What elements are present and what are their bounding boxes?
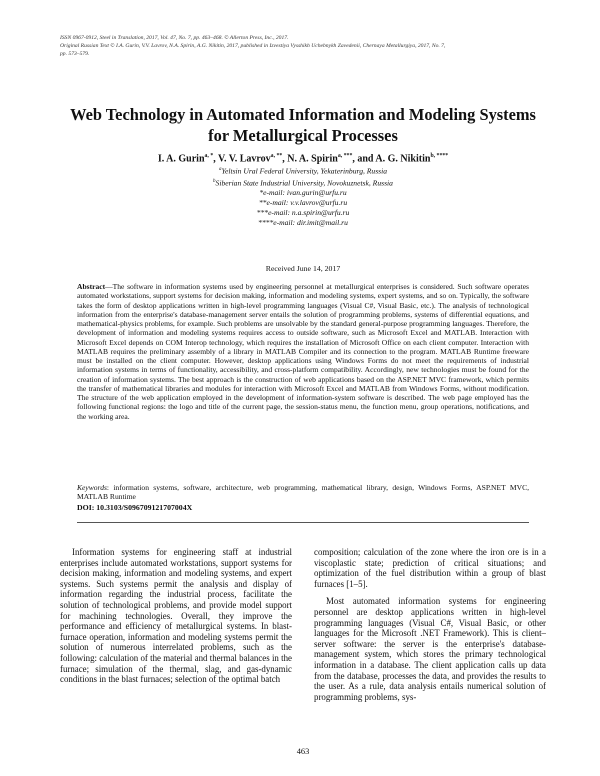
author-marks: a, ** [270,153,283,159]
author-name: A. G. Nikitin [375,153,431,165]
header-line-3: pp. 573–579. [60,51,90,57]
author-separator: , and [352,153,376,165]
email-line: ****e-mail: dir.imit@mail.ru [258,218,348,228]
affiliation-mark: b [213,178,216,184]
body-paragraph: composition; calculation of the zone where the iron ore is in a viscoplastic state; prediction of critical situations; and optimization of the fuel distribution within a group of blast furnaces [1–5]. [314,547,546,589]
abstract-label: Abstract [77,282,106,291]
author-list [60,150,546,165]
author-name: N. A. Spirin [287,153,338,165]
received-date: Received June 14, 2017 [265,264,341,273]
keywords-text: : information systems, software, architecture, web programming, mathematical library, design, Windows Forms, ASP.NET MVC, MATLAB Runtime [77,483,529,502]
title-line-1: Web Technology in Automated Information and Modeling Systems [70,105,536,124]
keywords [77,483,529,502]
affiliation-a [60,165,546,177]
paper-title [60,104,546,146]
affiliation-b [60,177,546,189]
keywords-label: Keywords [77,483,107,492]
title-line-2: for Metallurgical Processes [208,126,398,145]
body-paragraph: Information systems for engineering staff at industrial enterprises include automated workstations, support systems for decision making, information and modeling systems, and expert systems. Such systems permit the analysis and display of information regarding the industrial process, facilitate the solution of technological problems, and provide model support for machining technologies. Overall, they improve the performance and efficiency of metallurgical systems. In blast-furnace operation, information and modeling systems permit the solution of numerous interrelated problems, such as the following: calculation of the material and thermal balances in the furnace; simulation of the thermal, slag, and gas-dynamic conditions in the blast furnaces; selection of the optimal batch [60,547,292,685]
header-line-1: ISSN 0967-0912, Steel in Translation, 2017, Vol. 47, No. 7, pp. 463–468. © Allerton Press, Inc., 2017. [60,35,289,41]
email-line: *e-mail: ivan.gurin@urfu.ru [259,188,347,198]
author-name: V. V. Lavrov [218,153,271,165]
body-column-left [60,547,292,685]
section-divider [77,522,529,523]
affiliation-text: Siberian State Industrial University, Novokuznetsk, Russia [215,178,393,188]
author-marks: a, * [204,153,214,159]
author-marks: b, **** [430,153,449,159]
page-number: 463 [296,747,310,756]
author-name: I. A. Gurin [157,153,205,165]
body-paragraph: Most automated information systems for engineering personnel are desktop applications written in high-level programming languages (Visual C#, Visual Basic, or other languages for the Microsoft .NET Framework). This is client–server software: the server is the enterprise's database-management system, which stores the primary technological information in a database. The client application calls up data from the database, processes the data, and provides the results to the user. As a rule, data analysis entails numerical solution of programming problems, sys- [314,596,546,702]
body-column-right [314,547,546,702]
abstract-text: —The software in information systems used by engineering personnel at metallurgical enterprises is considered. Such software operates automated workstations, support systems for decision making, information and modeling systems, expert systems, and so on. Typically, the software takes the form of desktop applications written in high-level programming languages (Visual C#, Visual Basic, etc.). The analysis of technological information from the enterprise's database-management server entails the solution of programming problems, systems of differential equations, and mathematical-physics problems, for example. Such problems are unsolvable by the standard general-purpose programming languages. Therefore, the development of information and modeling systems requires access to outside software, such as Microsoft Excel and MATLAB. Interaction with Microsoft Excel depends on COM Interop technology, which requires the installation of Microsoft Office on each client computer. Interaction with MATLAB requires the preliminary assembly of a library in MATLAB Compiler and its connection to the program. MATLAB Runtime freeware must be installed on the client computer. However, desktop applications using Windows Forms do not meet the requirements of industrial information systems in terms of functionality, accessibility, and cross-platform compatibility. Accordingly, new technologies must be found for the creation of information systems. The best approach is the construction of web applications based on the ASP.NET MVC framework, which permits the transfer of mathematical libraries and modules for interaction with Microsoft Excel and MATLAB from Windows Forms, without modification. The structure of the web application employed in the development of information-system software is described. The web page employed has the following functional regions: the logo and title of the current page, the session-status menu, the function menu, group operations, notifications, and the working area. [77,282,529,421]
abstract [77,282,529,421]
author-marks: a, *** [337,153,353,159]
author-separator: , [282,153,288,165]
affiliation-mark: a [218,167,222,172]
doi: DOI: 10.3103/S096709121707004X [77,503,193,512]
header-line-2: Original Russian Text © I.A. Gurin, V.V. Lavrov, N.A. Spirin, A.G. Nikitin, 2017, published in Izvestiya Vysshikh Uchebnykh Zavedenii, Chernaya Metallurgiya, 2017, No. 7, [60,43,446,49]
affiliation-text: Yeltsin Ural Federal University, Yekaterinburg, Russia [221,166,388,176]
affiliations [60,165,546,228]
author-separator: , [213,153,219,165]
journal-header [60,34,550,58]
email-line: ***e-mail: n.a.spirin@urfu.ru [256,208,350,218]
email-line: **e-mail: v.v.lavrov@urfu.ru [258,198,348,208]
